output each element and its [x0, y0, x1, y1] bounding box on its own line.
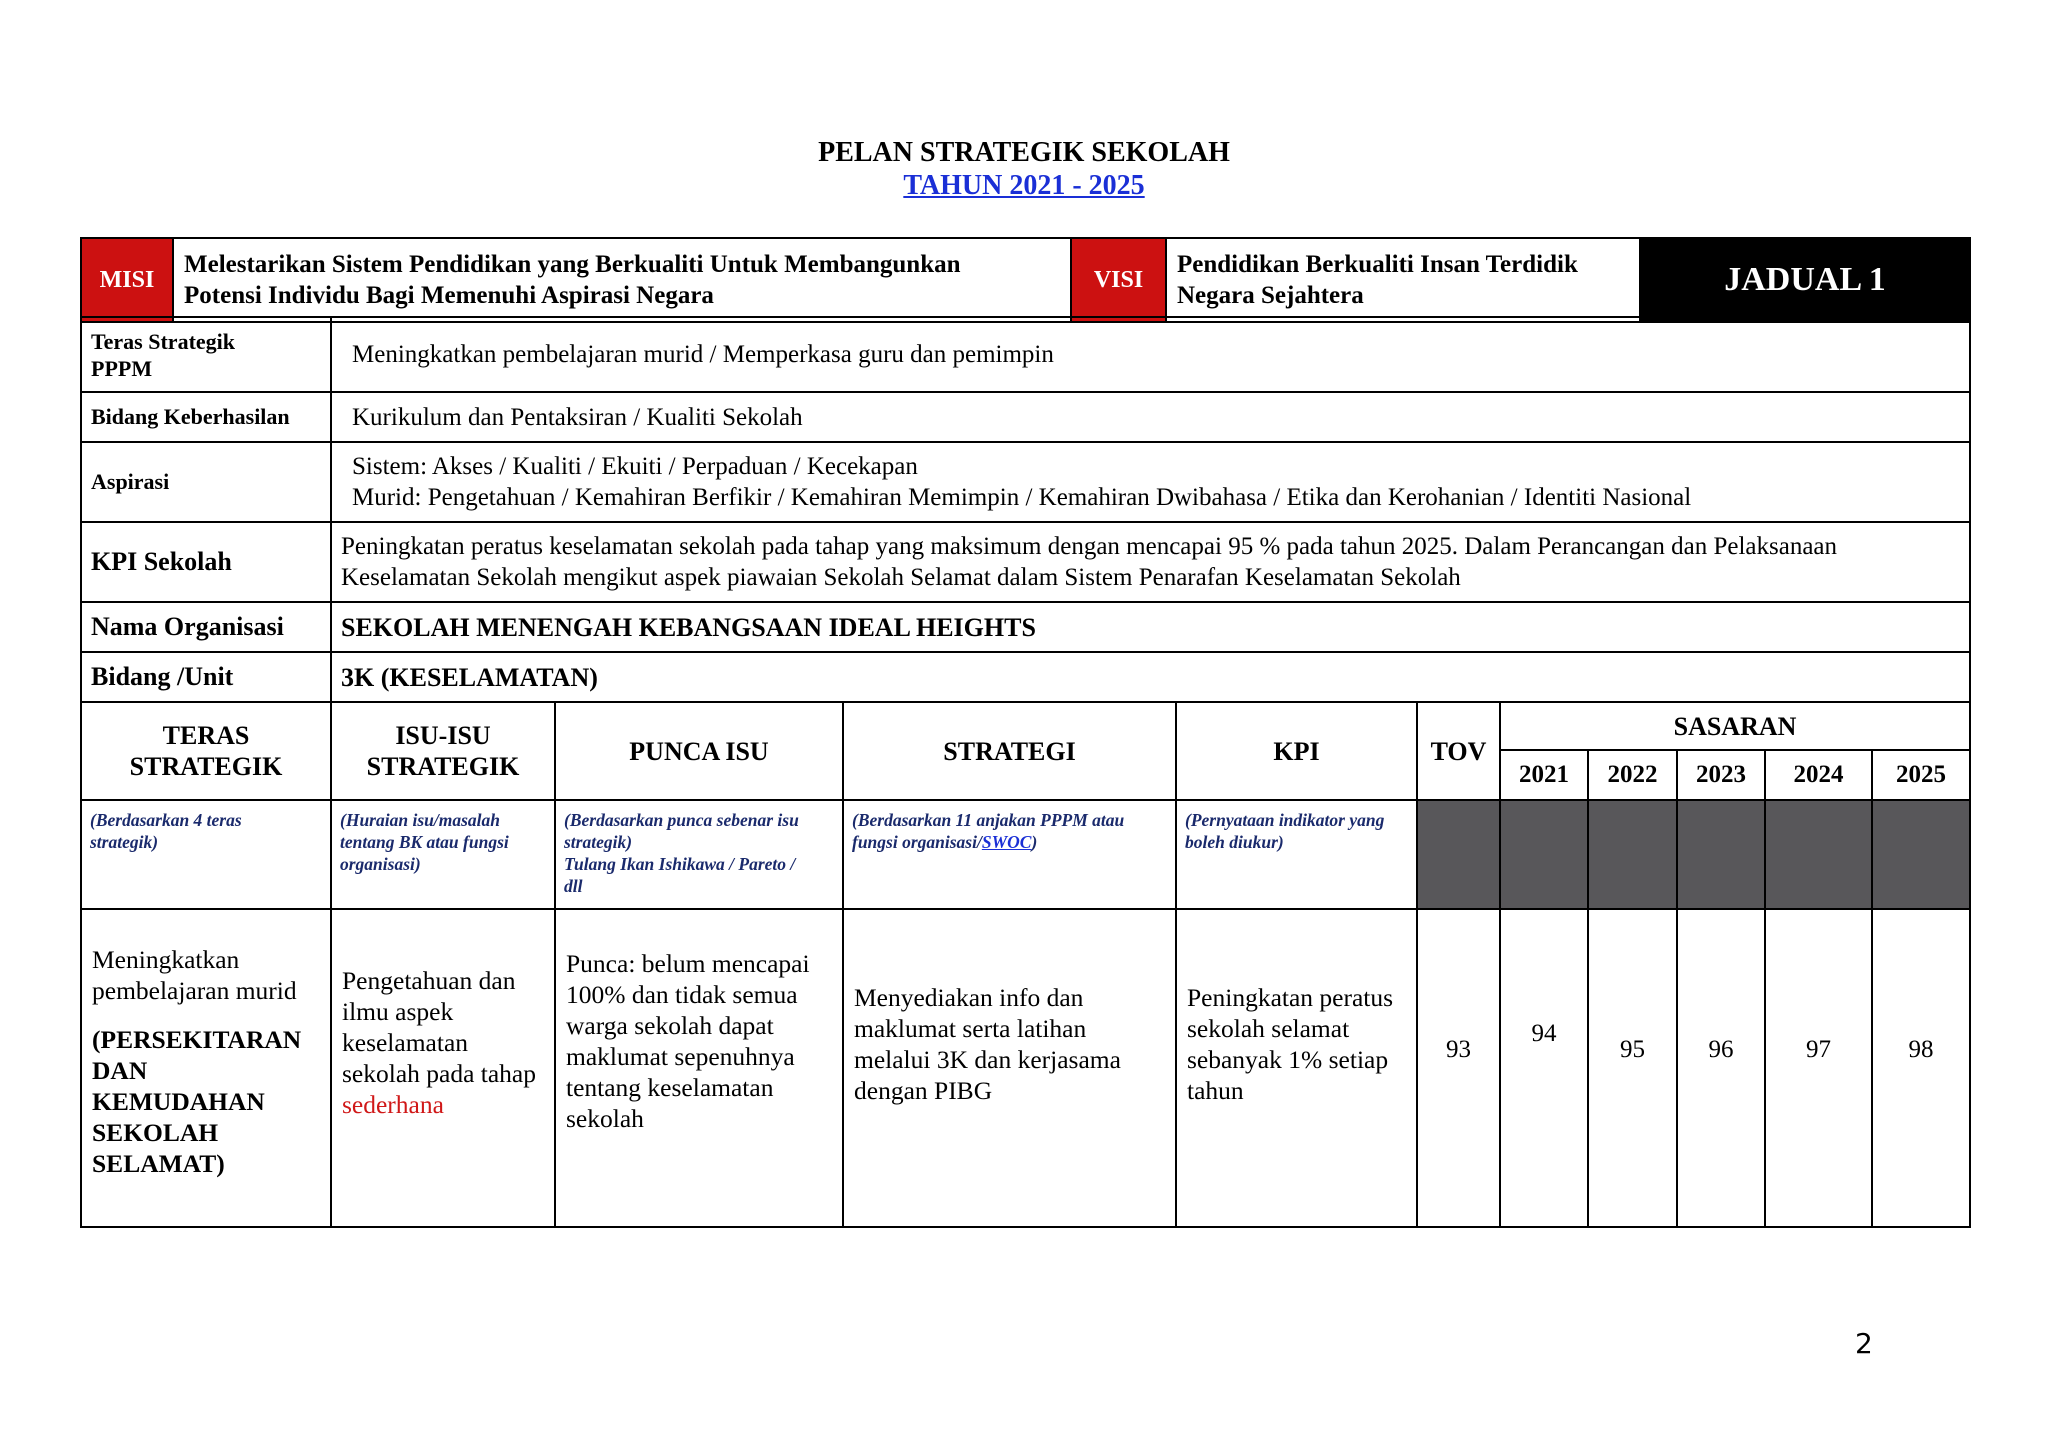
year-2022: 2022 [1588, 750, 1677, 800]
row-punca: Punca: belum mencapai 100% dan tidak semua warga sekolah dapat maklumat sepenuhnya tentang keselamatan sekolah [555, 909, 843, 1227]
col-tov: TOV [1417, 702, 1500, 800]
aspirasi-label: Aspirasi [81, 442, 331, 522]
bidang-keberhasilan-value: Kurikulum dan Pentaksiran / Kualiti Sekolah [331, 392, 1970, 442]
page-subtitle-link[interactable]: TAHUN 2021 - 2025 [903, 170, 1145, 201]
col-punca-isu: PUNCA ISU [555, 702, 843, 800]
target-2023: 96 [1677, 909, 1765, 1227]
hint-teras: (Berdasarkan 4 teras strategik) [81, 800, 331, 909]
misi-visi-table [80, 237, 1971, 323]
jadual-badge: JADUAL 1 [1640, 238, 1970, 322]
nama-organisasi-value: SEKOLAH MENENGAH KEBANGSAAN IDEAL HEIGHTS [331, 602, 1970, 652]
info-table [80, 316, 1971, 703]
swoc-link[interactable]: SWOC [981, 832, 1032, 852]
nama-organisasi-label: Nama Organisasi [81, 602, 331, 652]
visi-label: VISI [1071, 238, 1166, 322]
shaded-cell-2021 [1500, 800, 1588, 909]
col-teras-strategik: TERAS STRATEGIK [81, 702, 331, 800]
row-teras-bold: (PERSEKITARAN DAN KEMUDAHAN SEKOLAH SELAMAT) [92, 1025, 302, 1178]
page-number: 2 [1855, 1327, 1873, 1360]
hint-isu: (Huraian isu/masalah tentang BK atau fungsi organisasi) [331, 800, 555, 909]
shaded-cell-2022 [1588, 800, 1677, 909]
kpi-sekolah-label: KPI Sekolah [81, 522, 331, 602]
target-2021: 94 [1500, 909, 1588, 1227]
bidang-keberhasilan-label: Bidang Keberhasilan [81, 392, 331, 442]
misi-label: MISI [81, 238, 173, 322]
year-2021: 2021 [1500, 750, 1588, 800]
shaded-cell-2025 [1872, 800, 1970, 909]
hint-strategi: (Berdasarkan 11 anjakan PPPM atau fungsi organisasi/SWOC) [843, 800, 1176, 909]
visi-text: Pendidikan Berkualiti Insan Terdidik Negara Sejahtera [1166, 238, 1640, 322]
year-2025: 2025 [1872, 750, 1970, 800]
row-strategi: Menyediakan info dan maklumat serta latihan melalui 3K dan kerjasama dengan PIBG [843, 909, 1176, 1227]
target-2025: 98 [1872, 909, 1970, 1227]
year-2024: 2024 [1765, 750, 1872, 800]
misi-text: Melestarikan Sistem Pendidikan yang Berkualiti Untuk Membangunkan Potensi Individu Bagi Memenuhi Aspirasi Negara [173, 238, 1071, 322]
shaded-cell-2023 [1677, 800, 1765, 909]
teras-label: Teras Strategik PPPM [81, 317, 331, 392]
isu-level-text: sederhana [342, 1090, 444, 1119]
teras-value: Meningkatkan pembelajaran murid / Memperkasa guru dan pemimpin [331, 317, 1970, 392]
target-2022: 95 [1588, 909, 1677, 1227]
col-sasaran: SASARAN [1500, 702, 1970, 750]
col-isu-strategik: ISU-ISU STRATEGIK [331, 702, 555, 800]
hint-kpi: (Pernyataan indikator yang boleh diukur) [1176, 800, 1417, 909]
col-kpi: KPI [1176, 702, 1417, 800]
plan-table [80, 701, 1971, 1228]
row-isu: Pengetahuan dan ilmu aspek keselamatan sekolah pada tahap sederhana [331, 909, 555, 1227]
tov-value: 93 [1417, 909, 1500, 1227]
bidang-unit-value: 3K (KESELAMATAN) [331, 652, 1970, 702]
year-2023: 2023 [1677, 750, 1765, 800]
target-2024: 97 [1765, 909, 1872, 1227]
bidang-unit-label: Bidang /Unit [81, 652, 331, 702]
shaded-cell-2024 [1765, 800, 1872, 909]
aspirasi-value: Sistem: Akses / Kualiti / Ekuiti / Perpaduan / Kecekapan Murid: Pengetahuan / Kemahiran Berfikir / Kemahiran Memimpin / Kemahiran Dwibahasa / Etika dan Kerohanian / Identiti Nasional [331, 442, 1970, 522]
kpi-sekolah-value: Peningkatan peratus keselamatan sekolah pada tahap yang maksimum dengan mencapai 95 % pada tahun 2025. Dalam Perancangan dan Pelaksanaan Keselamatan Sekolah mengikut aspek piawaian Sekolah Selamat dalam Sistem Penarafan Keselamatan Sekolah [331, 522, 1970, 602]
row-kpi: Peningkatan peratus sekolah selamat sebanyak 1% setiap tahun [1176, 909, 1417, 1227]
col-strategi: STRATEGI [843, 702, 1176, 800]
hint-punca: (Berdasarkan punca sebenar isu strategik) Tulang Ikan Ishikawa / Pareto / dll [555, 800, 843, 909]
shaded-cell-tov [1417, 800, 1500, 909]
page-title: PELAN STRATEGIK SEKOLAH [818, 137, 1230, 168]
row-teras: Meningkatkan pembelajaran murid (PERSEKITARAN DAN KEMUDAHAN SEKOLAH SELAMAT) [81, 909, 331, 1227]
